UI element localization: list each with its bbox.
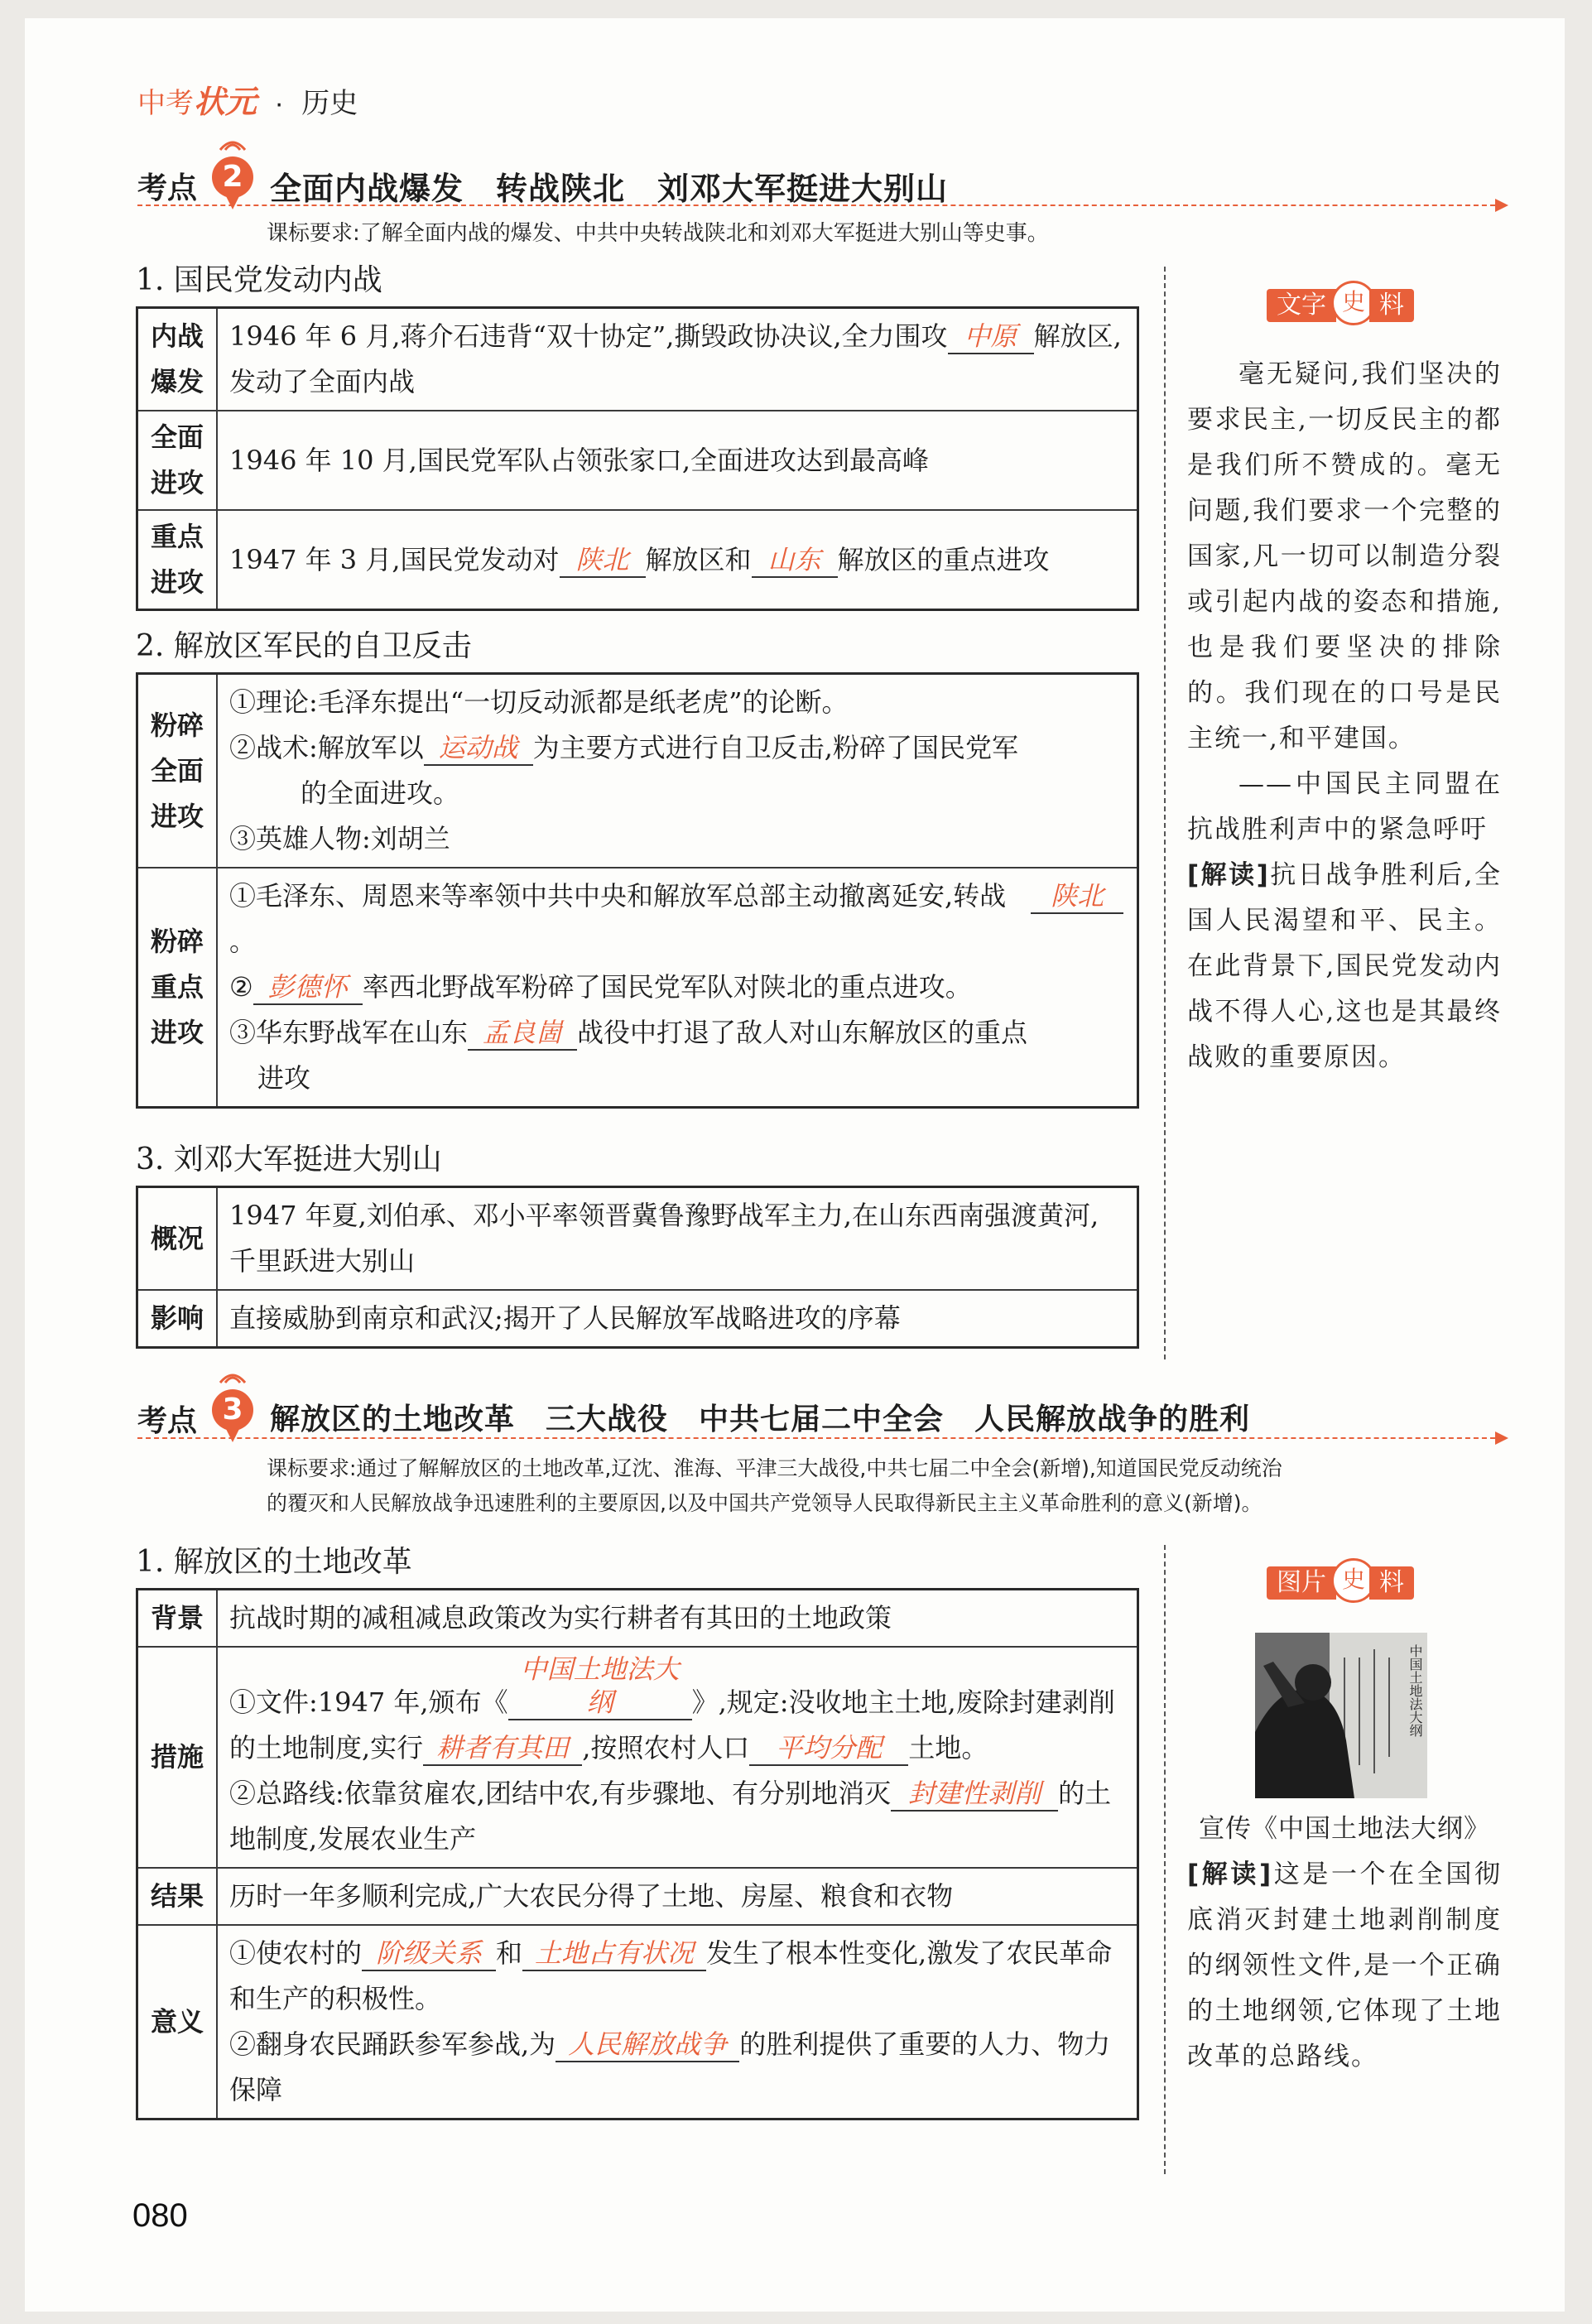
arrow-icon xyxy=(1495,199,1508,212)
answer-blank: 平均分配 xyxy=(749,1731,908,1766)
row-head: 影响 xyxy=(137,1290,218,1348)
table-row xyxy=(137,1647,1138,1868)
row-head: 粉碎重点进攻 xyxy=(137,868,218,1108)
photo-caption: 宣传《中国土地法大纲》 xyxy=(1199,1814,1490,1844)
kaodian-2-header: 考点 2 全面内战爆发 转战陕北 刘邓大军挺进大别山 xyxy=(137,153,1503,211)
row-head: 背景 xyxy=(137,1590,218,1648)
row-content: ①使农村的 阶级关系 和 土地占有状况 发生了根本性变化,激发了农民革命和生产的积极性。 ②翻身农民踊跃参军参战,为 人民解放战争 的胜利提供了重要的人力、物力保障 xyxy=(217,1925,1138,2120)
table-row xyxy=(137,411,1138,510)
sidebar-text-source xyxy=(1187,352,1502,1080)
answer-blank: 耕者有其田 xyxy=(423,1731,582,1766)
kaodian-title: 解放区的土地改革 三大战役 中共七届二中全会 人民解放战争的胜利 xyxy=(270,1403,1251,1436)
row-content: 直接威胁到南京和武汉;揭开了人民解放军战略进攻的序幕 xyxy=(217,1290,1138,1348)
answer-blank: 彭德怀 xyxy=(253,970,363,1005)
subject-label: 历史 xyxy=(301,88,358,119)
table-row xyxy=(137,1868,1138,1925)
row-content: 历时一年多顺利完成,广大农民分得了土地、房屋、粮食和衣物 xyxy=(217,1868,1138,1925)
picture-source-badge: 图片 史 料 xyxy=(1267,1563,1432,1600)
arrow-icon xyxy=(1495,1431,1508,1445)
row-content: 1946 年 10 月,国民党军队占领张家口,全面进攻达到最高峰 xyxy=(217,411,1138,510)
row-content: 抗战时期的减租减息政策改为实行耕者有其田的土地政策 xyxy=(217,1590,1138,1648)
row-content: ①文件:1947 年,颁布《中国土地法大纲 》,规定:没收地主土地,废除封建剥削的土地制度,实行 耕者有其田 ,按照农村人口 平均分配 土地。 ②总路线:依靠贫雇农,团结中农,有步骤地、有分别地消灭 封建性剥削 的土地制度,发展农业生产 xyxy=(217,1647,1138,1868)
table-row xyxy=(137,308,1138,411)
brand-logo: 中考状元 xyxy=(137,85,257,120)
source-quote: 毫无疑问,我们坚决的要求民主,一切反民主的都是我们所不赞成的。毫无问题,我们要求一个完整的国家,凡一切可以制造分裂或引起内战的姿态和措施,也是我们要坚决的排除的。我们现在的口号是民主统一,和平建国。 xyxy=(1187,359,1502,753)
row-head: 概况 xyxy=(137,1187,218,1291)
row-content: 1947 年夏,刘伯承、邓小平率领晋冀鲁豫野战军主力,在山东西南强渡黄河,千里跃进大别山 xyxy=(217,1187,1138,1291)
table-row xyxy=(137,868,1138,1108)
row-content: ①毛泽东、周恩来等率领中共中央和解放军总部主动撤离延安,转战 陕北。 ② 彭德怀 率西北野战军粉碎了国民党军队对陕北的重点进攻。 ③华东野战军在山东 孟良崮 战役中打退了敌人对山东解放区的重点 进攻 xyxy=(217,868,1138,1108)
table-row xyxy=(137,1290,1138,1348)
curriculum-requirement: 课标要求:通过了解解放区的土地改革,辽沈、淮海、平津三大战役,中共七届二中全会(新增),知道国民党反动统治 xyxy=(267,1456,1282,1480)
civil-war-table xyxy=(136,306,1139,611)
answer-blank: 陕北 xyxy=(1031,879,1123,914)
signal-icon xyxy=(214,132,252,152)
curriculum-requirement-cont: 的覆灭和人民解放战争迅速胜利的主要原因,以及中国共产党领导人民取得新民主主义革命胜利的意义(新增)。 xyxy=(267,1491,1263,1515)
table-row xyxy=(137,674,1138,868)
row-head: 重点进攻 xyxy=(137,510,218,610)
section-heading: 1. 国民党发动内战 xyxy=(136,263,382,297)
land-reform-table xyxy=(136,1588,1139,2120)
interpretation: [解读]抗日战争胜利后,全国人民渴望和平、民主。在此背景下,国民党发动内战不得人心,这也是其最终战败的重要原因。 xyxy=(1187,860,1502,1072)
row-content: 1946 年 6 月,蒋介石违背“双十协定”,撕毁政协决议,全力围攻 中原 解放区,发动了全面内战 xyxy=(217,308,1138,411)
running-header: 中考状元 · 历史 xyxy=(137,85,358,120)
counterattack-table xyxy=(136,672,1139,1109)
table-row xyxy=(137,1187,1138,1291)
answer-blank: 人民解放战争 xyxy=(556,2028,739,2062)
answer-blank: 阶级关系 xyxy=(362,1937,496,1971)
column-divider xyxy=(1164,1545,1166,2174)
row-content: ①理论:毛泽东提出“一切反动派都是纸老虎”的论断。 ②战术:解放军以 运动战 为主要方式进行自卫反击,粉碎了国民党军 的全面进攻。 ③英雄人物:刘胡兰 xyxy=(217,674,1138,868)
answer-blank: 孟良崮 xyxy=(468,1016,577,1051)
column-divider xyxy=(1164,267,1166,1359)
answer-blank: 封建性剥削 xyxy=(891,1777,1058,1812)
row-head: 全面进攻 xyxy=(137,411,218,510)
photo-title-text: 中国土地法大纲 xyxy=(1407,1644,1423,1737)
kaodian-title: 全面内战爆发 转战陕北 刘邓大军挺进大别山 xyxy=(270,171,949,207)
table-row xyxy=(137,1590,1138,1648)
section-heading: 2. 解放区军民的自卫反击 xyxy=(136,629,472,663)
curriculum-requirement: 课标要求:了解全面内战的爆发、中共中央转战陕北和刘邓大军挺进大别山等史事。 xyxy=(267,221,1049,246)
sidebar-picture-source xyxy=(1187,1807,1502,2080)
interpretation: [解读]这是一个在全国彻底消灭封建土地剥削制度的纲领性文件,是一个正确的土地纲领,它体现了土地改革的总路线。 xyxy=(1187,1860,1502,2071)
answer-blank: 土地占有状况 xyxy=(522,1937,706,1971)
kaodian-number-badge: 2 xyxy=(212,156,253,198)
answer-blank: 中原 xyxy=(948,320,1034,354)
historical-photo xyxy=(1255,1633,1427,1798)
answer-blank: 陕北 xyxy=(560,543,646,578)
table-row xyxy=(137,1925,1138,2120)
section-heading: 3. 刘邓大军挺进大别山 xyxy=(136,1143,442,1176)
row-head: 粉碎全面进攻 xyxy=(137,674,218,868)
row-head: 结果 xyxy=(137,1868,218,1925)
row-content: 1947 年 3 月,国民党发动对 陕北 解放区和 山东 解放区的重点进攻 xyxy=(217,510,1138,610)
row-head: 措施 xyxy=(137,1647,218,1868)
page-number: 080 xyxy=(132,2197,188,2234)
signal-icon xyxy=(214,1364,252,1384)
row-head: 意义 xyxy=(137,1925,218,2120)
answer-blank: 中国土地法大纲 xyxy=(508,1653,692,1720)
row-head: 内战爆发 xyxy=(137,308,218,411)
text-source-badge: 文字 史 料 xyxy=(1267,286,1432,322)
dabieshan-table xyxy=(136,1186,1139,1349)
section-heading: 1. 解放区的土地改革 xyxy=(136,1545,412,1579)
source-attribution: ——中国民主同盟在抗战胜利声中的紧急呼吁 xyxy=(1187,769,1502,844)
answer-blank: 运动战 xyxy=(424,731,533,766)
kaodian-3-header: 考点 3 解放区的土地改革 三大战役 中共七届二中全会 人民解放战争的胜利 xyxy=(137,1386,1503,1444)
table-row xyxy=(137,510,1138,610)
answer-blank: 山东 xyxy=(752,543,838,578)
kaodian-number-badge: 3 xyxy=(212,1389,253,1431)
